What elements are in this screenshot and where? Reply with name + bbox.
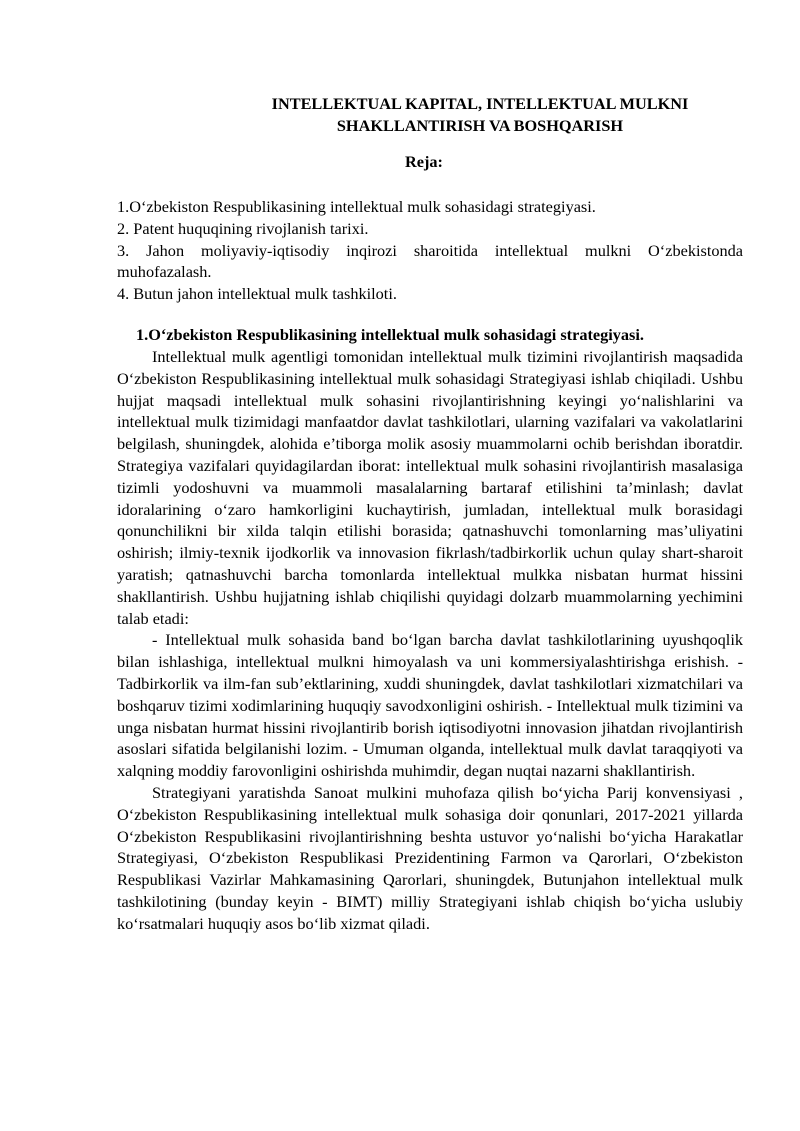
plan-label: Reja: (405, 152, 443, 171)
paragraph: - Intellektual mulk sohasida band bo‘lgan barcha davlat tashkilotlarining uyushqoqlik bilan ishlashiga, intellektual mulkni himoyalash va uni kommersiyalashtirishga erishish. - Tadbirkorlik va ilm-fan sub’ektlarining, xuddi shuningdek, davlat tashkilotlari xizmatchilari va boshqaruv tizimi xodimlarining huquqiy savodxonligini oshirish. - Intellektual mulk tizimini va unga nisbatan hurmat hissini rivojlantirib borish iqtisodiyotni innovasion jihatdan rivojlantirish asoslari sifatida belgilanishi lozim. - Umuman olganda, intellektual mulk davlat taraqqiyoti va xalqning moddiy farovonligini oshirishda muhimdir, degan nuqtai nazarni shakllantirish. (117, 630, 743, 781)
plan-item: 1.O‘zbekiston Respublikasining intellektual mulk sohasidagi strategiyasi. (117, 197, 596, 216)
title-line-1: INTELLEKTUAL KAPITAL, INTELLEKTUAL MULKNI (271, 94, 689, 113)
paragraph: Strategiyani yaratishda Sanoat mulkini muhofaza qilish bo‘yicha Parij konvensiyasi , O‘zbekiston Respublikasining intellektual mulk sohasiga doir qonunlari, 2017-2021 yillarda O‘zbekiston Respublikasini rivojlantirishning beshta ustuvor yo‘nalishi bo‘yicha Harakatlar Strategiyasi, O‘zbekiston Respublikasi Prezidentining Farmon va Qarorlari, O‘zbekiston Respublikasi Vazirlar Mahkamasining Qarorlari, shuningdek, Butunjahon intellektual mulk tashkilotining (bunday keyin - BIMT) milliy Strategiyani ishlab chiqish bo‘yicha uslubiy ko‘rsatmalari huquqiy asos bo‘lib xizmat qiladi. (117, 782, 743, 933)
document-title (200, 93, 760, 137)
plan-list (117, 196, 743, 305)
title-line-2: SHAKLLANTIRISH VA BOSHQARISH (336, 116, 624, 135)
paragraph: Intellektual mulk agentligi tomonidan intellektual mulk tizimini rivojlantirish maqsadida O‘zbekiston Respublikasining intellektual mulk sohasidagi Strategiyasi ishlab chiqiladi. Ushbu hujjat maqsadi intellektual mulk sohasini rivojlantirishning keyingi yo‘nalishlarini va intellektual mulk tizimidagi manfaatdor davlat tashkilotlari, ularning vazifalari va vakolatlarini belgilash, shuningdek, alohida e’tiborga molik asosiy muammolarni ochib berishdan iboratdir. Strategiya vazifalari quyidagilardan iborat: intellektual mulk sohasini rivojlantirish masalasiga tizimli yodoshuvni va muammoli masalalarning bartaraf etilishini ta’minlash; davlat idoralarining o‘zaro hamkorligini kuchaytirish, jumladan, intellektual mulk borasidagi qonunchilikni bir xilda talqin etilishi borasida; qatnashuvchi tomonlarning mas’uliyatini oshirish; ilmiy-texnik ijodkorlik va innovasion fikrlash/tadbirkorlik uchun qulay shart-sharoit yaratish; qatnashuvchi barcha tomonlarda intellektual mulkka nisbatan hurmat hissini shakllantirish. Ushbu hujjatning ishlab chiqilishi quyidagi dolzarb muammolarning yechimini talab etadi: (117, 347, 743, 628)
body-text (117, 346, 743, 935)
plan-item: 4. Butun jahon intellektual mulk tashkiloti. (117, 284, 397, 304)
plan-item: 3. Jahon moliyaviy-iqtisodiy inqirozi sharoitida intellektual mulkni O‘zbekistonda muhofazalash. (117, 240, 743, 282)
plan-item: 2. Patent huquqining rivojlanish tarixi. (117, 218, 369, 238)
section-heading: 1.O‘zbekiston Respublikasining intellektual mulk sohasidagi strategiyasi. (136, 325, 644, 344)
